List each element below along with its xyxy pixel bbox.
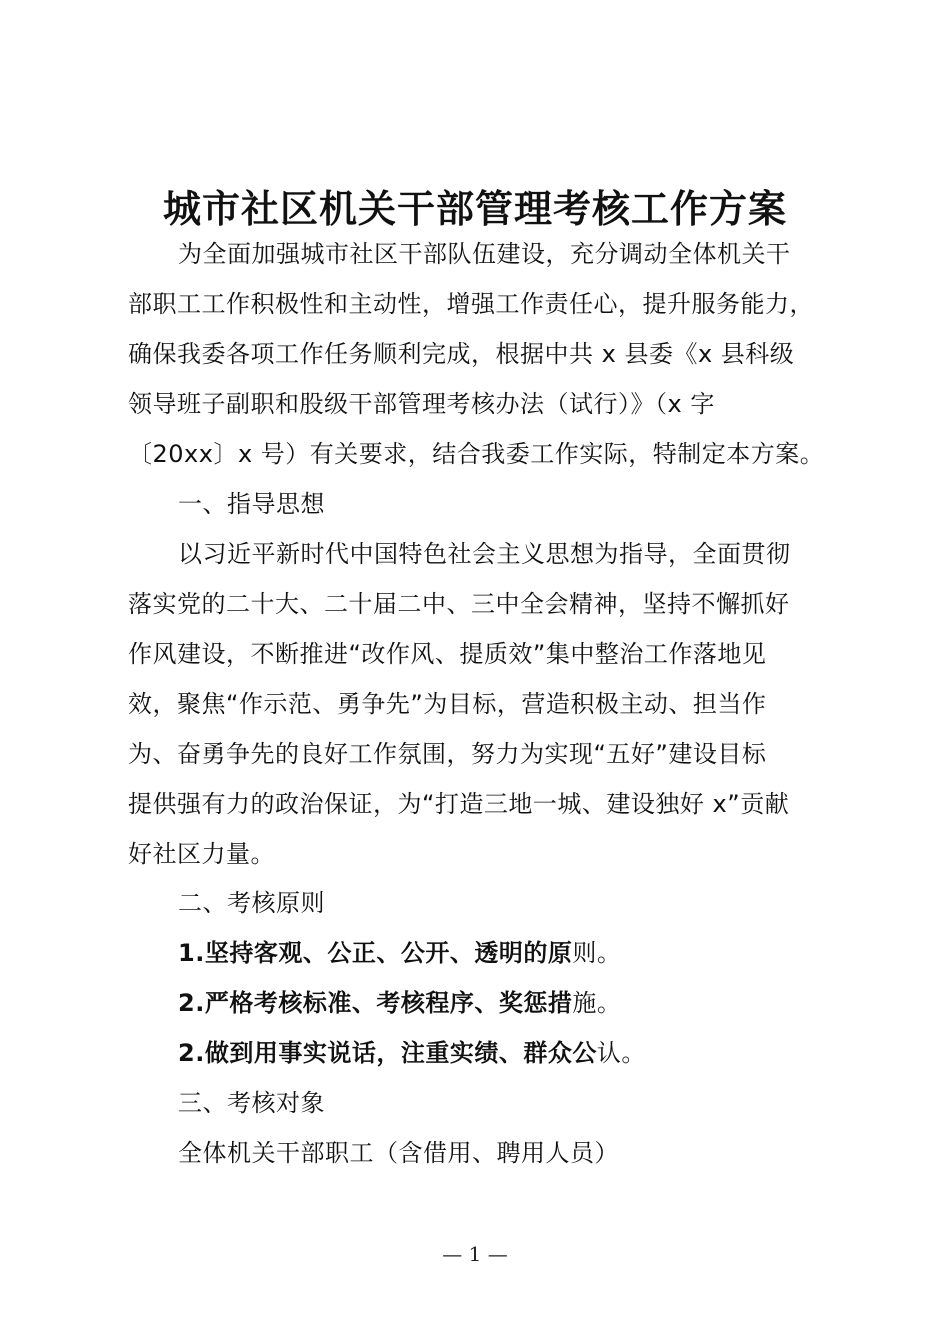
section1-line: 好社区力量。 (128, 840, 275, 868)
principle-item-rest: 认。 (596, 1039, 646, 1067)
principle-item-bold: 2.做到用事实说话，注重实绩、群众公 (178, 1039, 597, 1067)
section3-line: 全体机关干部职工（含借用、聘用人员） (178, 1139, 619, 1167)
intro-line: 领导班子副职和股级干部管理考核办法（试行）》（x 字 (128, 390, 715, 418)
intro-line: 为全面加强城市社区干部队伍建设，充分调动全体机关干 (178, 240, 791, 268)
document-title: 城市社区机关干部管理考核工作方案 (162, 186, 787, 231)
principle-item-bold: 2.严格考核标准、考核程序、奖惩措 (178, 989, 573, 1017)
section1-line: 效，聚焦“作示范、勇争先”为目标，营造积极主动、担当作 (128, 690, 767, 718)
principle-item-rest: 则。 (572, 939, 622, 967)
section1-line: 落实党的二十大、二十届二中、三中全会精神，坚持不懈抓好 (128, 590, 790, 618)
section-heading-assessment-principles: 二、考核原则 (178, 889, 325, 917)
section1-line: 以习近平新时代中国特色社会主义思想为指导，全面贯彻 (178, 540, 791, 568)
principle-item (178, 1036, 646, 1070)
intro-line: 部职工工作积极性和主动性，增强工作责任心，提升服务能力， (128, 290, 814, 318)
section1-line: 作风建设，不断推进“改作风、提质效”集中整治工作落地见 (128, 640, 767, 668)
intro-line: 确保我委各项工作任务顺利完成，根据中共 x 县委《x 县科级 (128, 340, 795, 368)
section-heading-assessment-targets: 三、考核对象 (178, 1089, 325, 1117)
section1-line: 提供强有力的政治保证，为“打造三地一城、建设独好 x”贡献 (128, 790, 790, 818)
principle-item (178, 986, 621, 1020)
section1-line: 为、奋勇争先的良好工作氛围，努力为实现“五好”建设目标 (128, 740, 767, 768)
page-number: — 1 — (442, 1242, 508, 1266)
principle-item-rest: 施。 (572, 989, 622, 1017)
intro-line: 〔20xx〕x 号）有关要求，结合我委工作实际，特制定本方案。 (128, 440, 825, 468)
principle-item-bold: 1.坚持客观、公正、公开、透明的原 (178, 939, 573, 967)
principle-item (178, 936, 621, 970)
section-heading-guiding-ideology: 一、指导思想 (178, 490, 325, 518)
